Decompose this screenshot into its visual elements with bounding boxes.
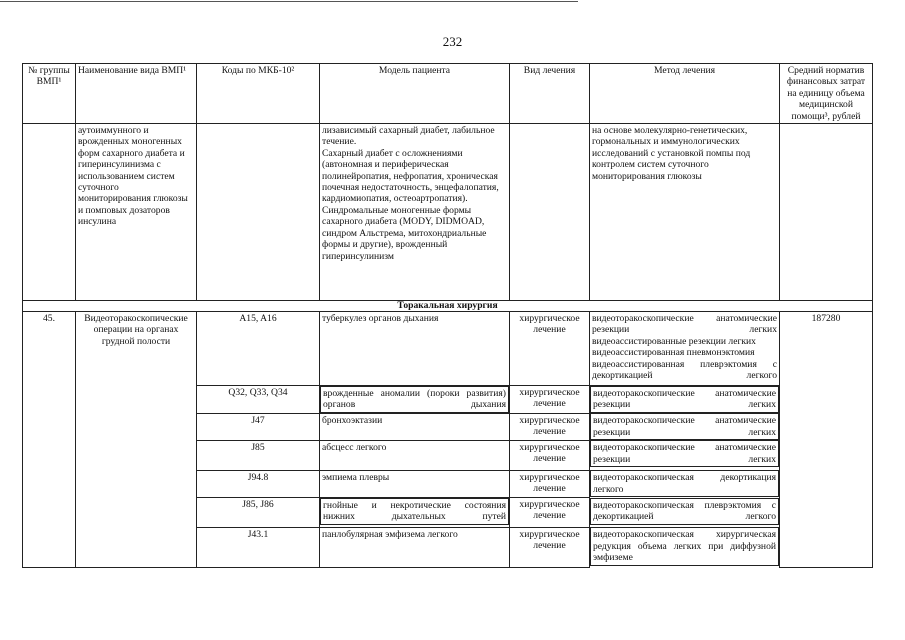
treatment-type: хирургическое лечение — [510, 527, 590, 567]
header-row — [23, 64, 873, 124]
cost-norm: 187280 — [780, 312, 873, 568]
treatment-method — [590, 312, 780, 386]
continuation-row — [23, 124, 873, 301]
header-patient-model: Модель пациента — [320, 64, 510, 124]
icd-codes: J85, J86 — [197, 497, 320, 527]
patient-model: врожденные аномалии (пороки развития) органов дыхания — [320, 386, 509, 413]
treatment-method: видеоторакоскопическая декортикация легкого — [590, 470, 779, 497]
continuation-vmp-name: аутоиммунного и врожденных моногенных форм сахарного диабета и гиперинсулинизма с использованием систем суточного мониторирования глюкозы и помповых дозаторов инсулина — [76, 124, 197, 301]
patient-model: бронхоэктазии — [320, 413, 510, 440]
patient-model: панлобулярная эмфизема легкого — [320, 527, 510, 567]
vmp-table — [22, 63, 873, 568]
header-vmp-name: Наименование вида ВМП¹ — [76, 64, 197, 124]
icd-codes: J43.1 — [197, 527, 320, 567]
patient-model: гнойные и некротические состояния нижних дыхательных путей — [320, 498, 509, 525]
icd-codes: Q32, Q33, Q34 — [197, 386, 320, 414]
continuation-method: на основе молекулярно-генетических, гормональных и иммунологических исследований с установкой помпы под контролем систем суточного мониторирования глюкозы — [590, 124, 780, 301]
header-treatment-method: Метод лечения — [590, 64, 780, 124]
top-rule — [0, 1, 578, 2]
icd-codes: J85 — [197, 440, 320, 470]
treatment-method: видеоторакоскопические анатомические резекции легких — [590, 413, 779, 440]
section-row — [23, 301, 873, 312]
treatment-type: хирургическое лечение — [510, 440, 590, 470]
icd-codes: A15, A16 — [197, 312, 320, 386]
patient-model: абсцесс легкого — [320, 440, 510, 470]
header-icd-codes: Коды по МКБ-10² — [197, 64, 320, 124]
treatment-type: хирургическое лечение — [510, 312, 590, 386]
method-line: видеоассистированная пневмонэктомия — [592, 347, 755, 359]
treatment-method: видеоторакоскопическая плеврэктомия с декортикацией легкого — [590, 498, 779, 525]
group-number: 45. — [23, 312, 76, 568]
continuation-model-part-2: Сахарный диабет с осложнениями (автономная и периферическая полинейропатия, нефропатия, хроническая почечная недостаточность, энцефалопатия, кардиомиопатия, остеоартропатия). — [322, 147, 499, 205]
header-group-number: № группы ВМП¹ — [23, 64, 76, 124]
page-number: 232 — [442, 34, 463, 49]
continuation-model-part-1: лизависимый сахарный диабет, лабильное течение. — [322, 125, 495, 148]
continuation-patient-model — [320, 124, 510, 301]
icd-codes: J47 — [197, 413, 320, 440]
header-treatment-type: Вид лечения — [510, 64, 590, 124]
section-title: Торакальная хирургия — [23, 301, 873, 312]
patient-model: туберкулез органов дыхания — [320, 312, 510, 386]
treatment-method: видеоторакоскопическая хирургическая редукция объема легких при диффузной эмфиземе — [590, 527, 779, 565]
treatment-type: хирургическое лечение — [510, 413, 590, 440]
treatment-type: хирургическое лечение — [510, 470, 590, 497]
group-vmp-name: Видеоторакоскопические операции на органах грудной полости — [76, 312, 197, 568]
treatment-method: видеоторакоскопические анатомические резекции легких — [590, 440, 779, 467]
method-line: видеоассистированная плеврэктомия с декортикацией легкого — [592, 358, 777, 382]
table-row — [23, 312, 873, 386]
patient-model: эмпиема плевры — [320, 470, 510, 497]
treatment-type: хирургическое лечение — [510, 386, 590, 414]
method-line: видеоторакоскопические анатомические резекции легких — [592, 313, 777, 336]
treatment-method: видеоторакоскопические анатомические резекции легких — [590, 386, 779, 413]
icd-codes: J94.8 — [197, 470, 320, 497]
method-line: видеоассистированные резекции легких — [592, 335, 756, 347]
continuation-model-part-3: Синдромальные моногенные формы сахарного диабета (MODY, DIDMOAD, синдром Альстрема, митохондриальные формы и другие), врожденный гиперинсулинизм — [322, 204, 487, 262]
treatment-type: хирургическое лечение — [510, 497, 590, 527]
header-cost-norm: Средний норматив финансовых затрат на единицу объема медицинской помощи³, рублей — [780, 64, 873, 124]
